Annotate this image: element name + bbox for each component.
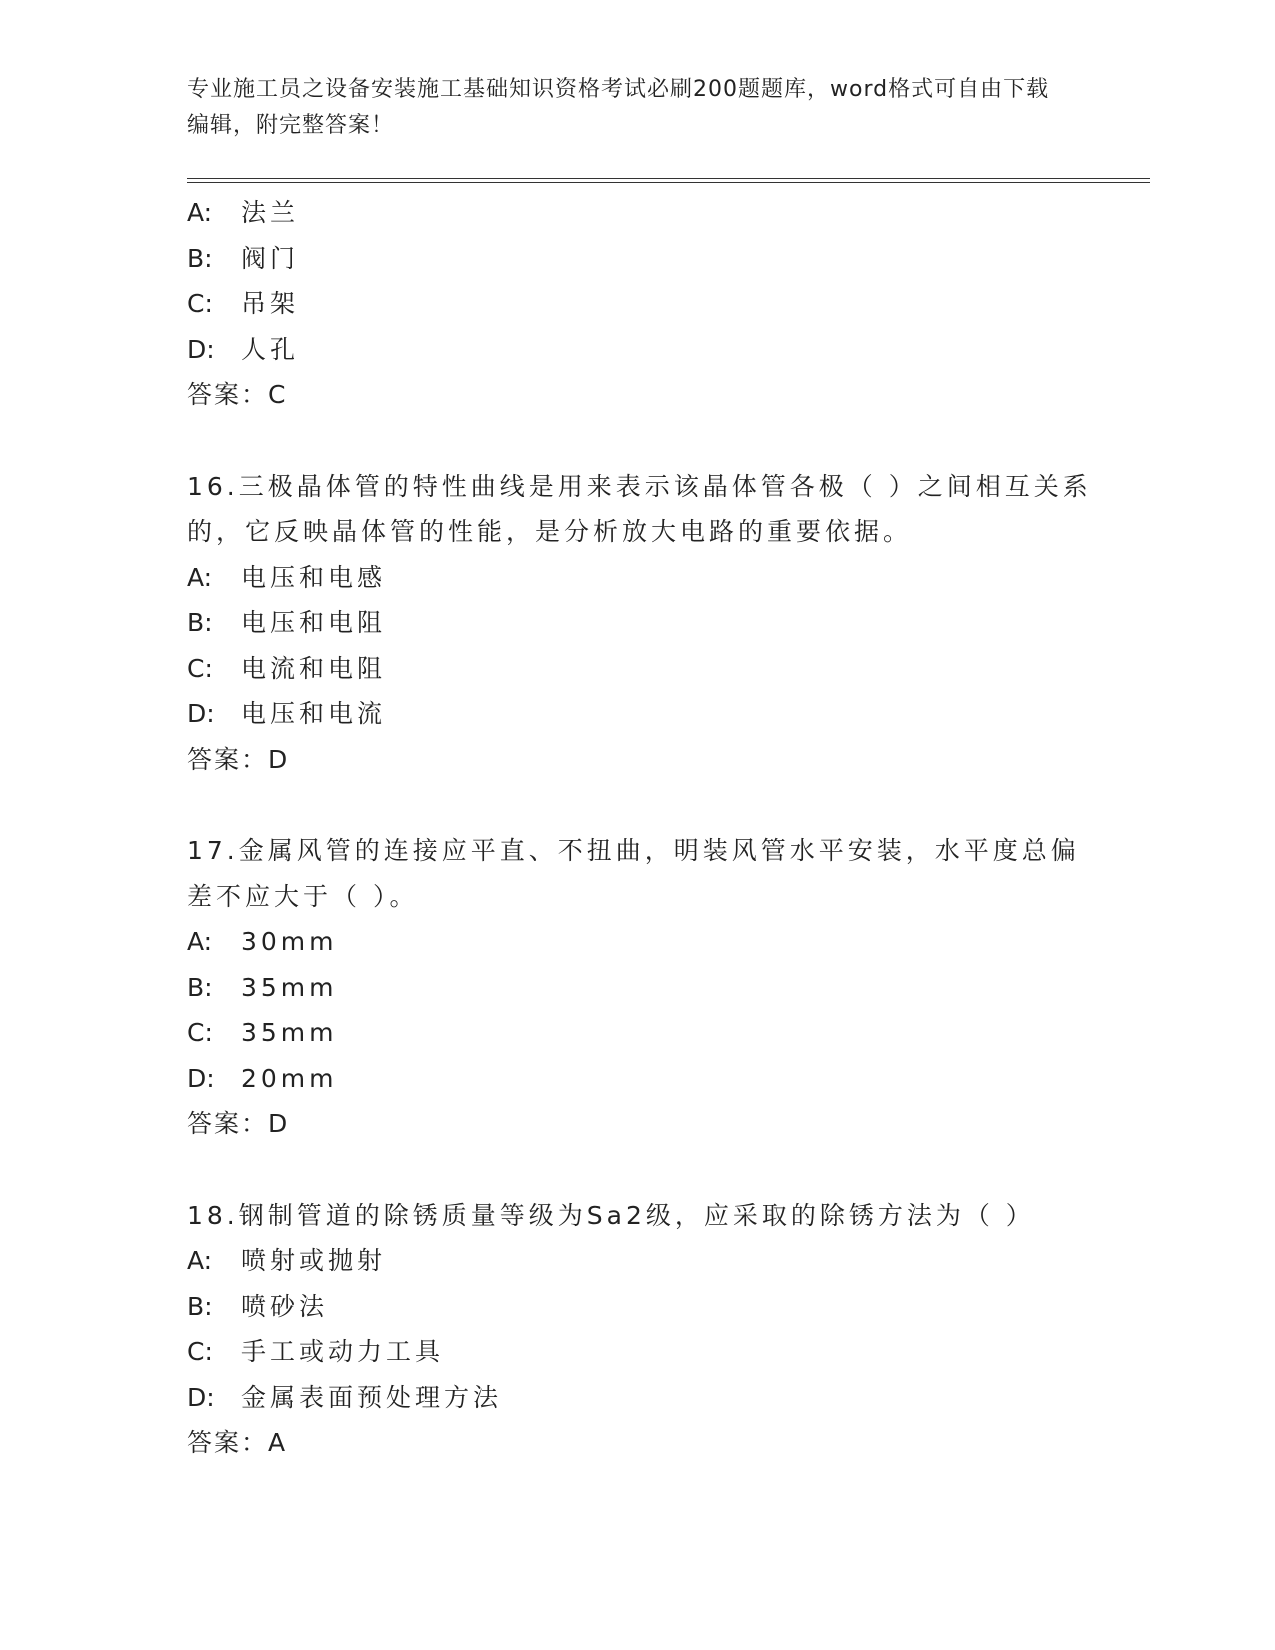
option-text: 金属表面预处理方法 <box>240 1382 502 1412</box>
option-label: A: <box>187 1246 213 1275</box>
option-label: B: <box>187 1291 213 1321</box>
question-block <box>187 828 1107 1147</box>
option-a <box>187 919 1107 965</box>
option-a <box>187 190 1107 236</box>
question-block <box>187 190 1107 418</box>
option-label: A: <box>187 927 213 956</box>
option-label: D: <box>187 1063 215 1093</box>
question-block <box>187 464 1107 783</box>
option-text: 电流和电阻 <box>240 653 386 683</box>
answer-line: 答案：D <box>187 1109 290 1138</box>
option-text: 35mm <box>240 1018 338 1047</box>
question-list <box>187 190 1107 1466</box>
option-label: A: <box>187 198 213 227</box>
option-label: B: <box>187 972 213 1002</box>
option-c <box>187 1010 1107 1056</box>
option-text: 35mm <box>240 972 338 1002</box>
option-label: B: <box>187 608 213 637</box>
option-label: D: <box>187 334 215 364</box>
option-text: 电压和电阻 <box>240 608 386 637</box>
option-label: C: <box>187 1018 213 1047</box>
block-spacer <box>187 1147 1107 1193</box>
option-d <box>187 327 1107 373</box>
option-d <box>187 1375 1107 1421</box>
header-title: 专业施工员之设备安装施工基础知识资格考试必刷200题题库，word格式可自由下载编辑，附完整答案！ <box>187 77 1050 138</box>
option-label: C: <box>187 289 213 318</box>
option-text: 手工或动力工具 <box>240 1337 444 1366</box>
option-a <box>187 1238 1107 1284</box>
option-text: 人孔 <box>240 334 299 364</box>
option-text: 吊架 <box>240 289 299 318</box>
option-a <box>187 555 1107 601</box>
option-text: 电压和电感 <box>240 562 386 592</box>
header-divider-top <box>187 178 1150 179</box>
option-b <box>187 965 1107 1011</box>
option-text: 电压和电流 <box>240 699 386 728</box>
option-text: 阀门 <box>240 243 299 273</box>
option-text: 法兰 <box>240 198 299 227</box>
option-label: C: <box>187 1337 213 1366</box>
option-label: C: <box>187 653 213 683</box>
answer-line: 答案：D <box>187 744 290 774</box>
question-block <box>187 1193 1107 1466</box>
block-spacer <box>187 782 1107 828</box>
block-spacer <box>187 418 1107 464</box>
answer-line: 答案：A <box>187 1428 288 1457</box>
answer-line: 答案：C <box>187 380 288 409</box>
question-stem: 18.钢制管道的除锈质量等级为Sa2级，应采取的除锈方法为（ ） <box>187 1200 1035 1230</box>
question-stem: 16.三极晶体管的特性曲线是用来表示该晶体管各极（ ）之间相互关系的，它反映晶体管的性能，是分析放大电路的重要依据。 <box>187 471 1092 546</box>
question-stem: 17.金属风管的连接应平直、不扭曲，明装风管水平安装，水平度总偏差不应大于（ ）。 <box>187 836 1080 911</box>
option-b <box>187 236 1107 282</box>
option-d <box>187 691 1107 737</box>
header-divider-bottom <box>187 182 1150 183</box>
option-text: 喷砂法 <box>240 1291 328 1321</box>
option-text: 20mm <box>240 1063 338 1093</box>
option-text: 喷射或抛射 <box>240 1246 386 1275</box>
option-text: 30mm <box>240 927 338 956</box>
option-c <box>187 1329 1107 1375</box>
option-b <box>187 1284 1107 1330</box>
option-b <box>187 600 1107 646</box>
option-label: D: <box>187 699 215 728</box>
option-label: A: <box>187 562 213 592</box>
option-label: B: <box>187 243 213 273</box>
option-d <box>187 1056 1107 1102</box>
option-c <box>187 646 1107 692</box>
option-c <box>187 281 1107 327</box>
document-header <box>187 72 1067 144</box>
option-label: D: <box>187 1382 215 1412</box>
